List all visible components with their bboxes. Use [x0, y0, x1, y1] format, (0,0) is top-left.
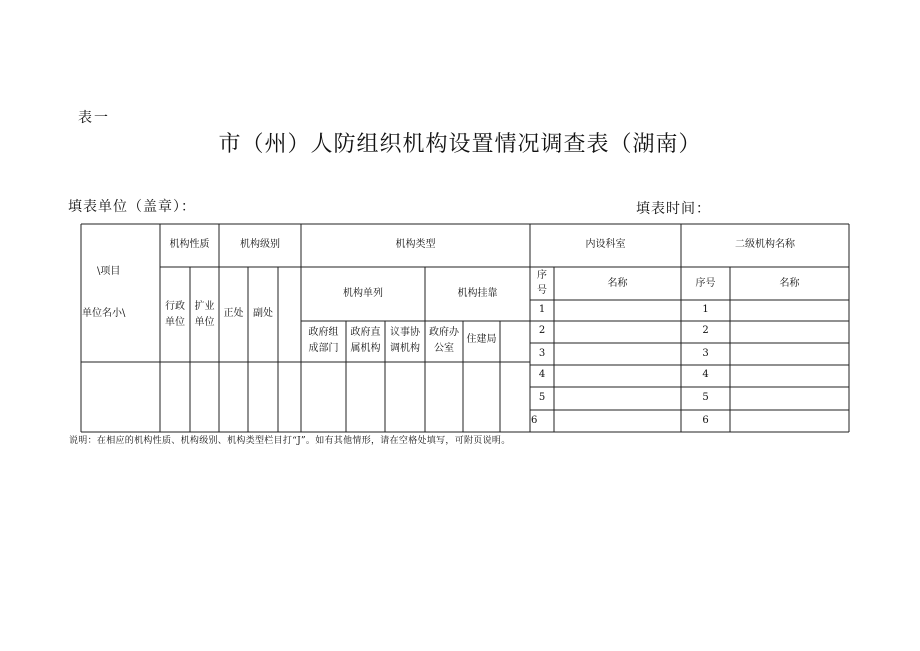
col-header-nature: 机构性质	[169, 239, 210, 250]
table-label: 表一	[78, 110, 110, 126]
col-header-type: 机构类型	[395, 239, 436, 250]
second-row-number: 5	[702, 392, 709, 403]
inner-name-header: 名称	[607, 278, 628, 289]
col-header-level: 机构级别	[240, 239, 280, 250]
page-title: 市（州）人防组织机构设置情况调查表（湖南）	[218, 132, 702, 157]
level-vice-label: 副处	[253, 308, 273, 319]
inner-row-number: 1	[538, 304, 546, 315]
fill-time-label: 填表时间：	[636, 201, 711, 217]
inner-row-number: 4	[538, 369, 546, 380]
inner-row-number: 6	[531, 415, 538, 426]
second-row-number: 1	[702, 304, 709, 315]
col-header-inner-office: 内设科室	[585, 239, 626, 250]
footnote: 说明：在相应的机构性质、机构级别、机构类型栏目打“J”。如有其他情形，请在空格处填写，可附页说明。	[69, 436, 511, 446]
inner-row-number: 5	[538, 392, 546, 403]
diag-header-top: \项目	[97, 266, 121, 277]
gov-office-label: 政府办 公室	[429, 327, 459, 354]
inner-seq-header: 序 号	[537, 270, 547, 296]
gov-dept-label: 政府组 成部门	[308, 327, 339, 354]
housing-bureau-label: 住建局	[466, 334, 497, 345]
second-seq-header: 序号	[695, 278, 716, 289]
type-attached-label: 机构挂靠	[457, 288, 498, 299]
second-row-number: 6	[702, 415, 709, 426]
inner-row-number: 3	[538, 348, 546, 359]
second-row-number: 3	[702, 348, 709, 359]
nature-extended-label: 扩业 单位	[194, 301, 215, 328]
type-separate-label: 机构单列	[343, 288, 383, 299]
second-row-number: 4	[702, 369, 709, 380]
inner-row-number: 2	[538, 325, 546, 336]
level-main-label: 正处	[223, 308, 244, 319]
col-header-second-org: 二级机构名称	[735, 239, 795, 250]
second-row-number: 2	[702, 325, 709, 336]
diag-header-bottom: 单位名小\	[82, 308, 126, 319]
coord-org-label: 议事协 调机构	[390, 327, 420, 354]
second-name-header: 名称	[779, 278, 800, 289]
nature-admin-label: 行政 单位	[165, 301, 185, 328]
fill-unit-label: 填表单位（盖章）：	[68, 199, 196, 215]
direct-org-label: 政府直 属机构	[350, 327, 381, 354]
